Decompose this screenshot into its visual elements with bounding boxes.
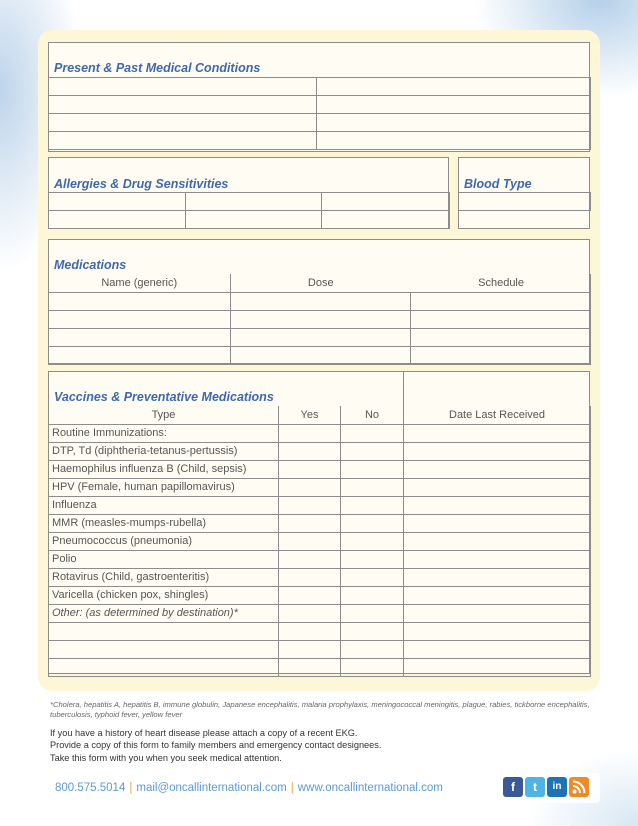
column-header-no: No <box>341 406 404 424</box>
medications-table <box>48 274 591 365</box>
vaccines-title: Vaccines & Preventative Medications <box>54 390 274 404</box>
conditions-cell[interactable] <box>317 96 591 114</box>
vaccine-date-cell[interactable] <box>404 460 591 478</box>
conditions-cell[interactable] <box>49 132 317 150</box>
vaccine-yes-cell[interactable] <box>279 532 341 550</box>
vaccine-no-cell[interactable] <box>341 424 404 442</box>
phone-number[interactable]: 800.575.5014 <box>55 782 126 794</box>
table-row <box>49 96 591 114</box>
vaccine-yes-cell[interactable] <box>279 550 341 568</box>
instruction-line: If you have a history of heart disease please attach a copy of a recent EKG. <box>50 728 358 738</box>
vaccine-date-cell[interactable] <box>404 442 591 460</box>
table-row <box>49 310 591 328</box>
vaccine-date-cell[interactable] <box>404 550 591 568</box>
allergies-cell[interactable] <box>49 193 186 211</box>
vaccine-yes-cell[interactable] <box>279 622 341 640</box>
medications-cell[interactable] <box>411 328 591 346</box>
table-row <box>49 604 591 622</box>
vaccine-no-cell[interactable] <box>341 622 404 640</box>
allergies-section <box>48 157 449 229</box>
vaccine-type: Pneumococcus (pneumonia) <box>49 532 279 550</box>
medications-section <box>48 239 590 364</box>
vaccine-type-other: Other: (as determined by destination)* <box>49 604 279 622</box>
facebook-icon[interactable]: f <box>503 777 523 797</box>
vaccine-type: Polio <box>49 550 279 568</box>
vaccine-blank-type-cell[interactable] <box>49 622 279 640</box>
table-row <box>49 442 591 460</box>
table-row <box>49 78 591 96</box>
vaccines-title-divider <box>403 372 404 406</box>
medications-cell[interactable] <box>411 346 591 364</box>
table-row <box>49 586 591 604</box>
column-header-type: Type <box>49 406 279 424</box>
conditions-cell[interactable] <box>317 78 591 96</box>
table-row <box>49 496 591 514</box>
column-header-name: Name (generic) <box>49 274 231 292</box>
vaccine-yes-cell[interactable] <box>279 640 341 658</box>
vaccine-no-cell[interactable] <box>341 604 404 622</box>
blood-type-table <box>458 192 591 211</box>
table-row <box>49 460 591 478</box>
blood-type-cell[interactable] <box>459 193 591 211</box>
table-row <box>49 211 450 229</box>
table-row <box>49 640 591 658</box>
medications-cell[interactable] <box>411 310 591 328</box>
vaccine-yes-cell[interactable] <box>279 604 341 622</box>
vaccine-date-cell[interactable] <box>404 514 591 532</box>
vaccine-yes-cell[interactable] <box>279 460 341 478</box>
table-row <box>49 328 591 346</box>
vaccine-yes-cell[interactable] <box>279 442 341 460</box>
conditions-cell[interactable] <box>317 114 591 132</box>
vaccine-date-cell[interactable] <box>404 478 591 496</box>
medications-cell[interactable] <box>49 310 231 328</box>
vaccine-yes-cell[interactable] <box>279 658 341 676</box>
vaccine-no-cell[interactable] <box>341 496 404 514</box>
conditions-cell[interactable] <box>49 114 317 132</box>
vaccine-type: Rotavirus (Child, gastroenteritis) <box>49 568 279 586</box>
vaccine-no-cell[interactable] <box>341 586 404 604</box>
table-row <box>49 514 591 532</box>
vaccine-no-cell[interactable] <box>341 568 404 586</box>
table-row <box>49 114 591 132</box>
vaccine-type: HPV (Female, human papillomavirus) <box>49 478 279 496</box>
vaccine-type: Influenza <box>49 496 279 514</box>
twitter-icon[interactable]: t <box>525 777 545 797</box>
medications-cell[interactable] <box>49 328 231 346</box>
table-row <box>49 424 591 442</box>
table-row <box>49 478 591 496</box>
vaccine-date-cell[interactable] <box>404 658 591 676</box>
vaccine-yes-cell[interactable] <box>279 514 341 532</box>
vaccine-date-cell[interactable] <box>404 424 591 442</box>
column-header-schedule: Schedule <box>411 274 591 292</box>
allergies-cell[interactable] <box>186 193 322 211</box>
instruction-line: Provide a copy of this form to family members and emergency contact designees. <box>50 740 382 751</box>
medications-cell[interactable] <box>231 292 411 310</box>
separator: | <box>290 782 294 794</box>
allergies-title: Allergies & Drug Sensitivities <box>54 177 229 191</box>
vaccine-no-cell[interactable] <box>341 550 404 568</box>
contact-bar <box>38 773 600 803</box>
website-link[interactable]: www.oncallinternational.com <box>297 782 443 794</box>
vaccine-no-cell[interactable] <box>341 478 404 496</box>
instruction-line: Take this form with you when you seek medical attention. <box>50 752 282 763</box>
allergies-cell[interactable] <box>322 211 450 229</box>
allergies-table <box>48 192 450 229</box>
linkedin-icon[interactable]: in <box>547 777 567 797</box>
table-row <box>49 550 591 568</box>
table-row <box>49 132 591 150</box>
vaccine-yes-cell[interactable] <box>279 568 341 586</box>
vaccine-no-cell[interactable] <box>341 442 404 460</box>
allergies-cell[interactable] <box>322 193 450 211</box>
vaccine-date-cell[interactable] <box>404 586 591 604</box>
table-row <box>49 622 591 640</box>
vaccine-date-cell[interactable] <box>404 604 591 622</box>
table-row <box>49 346 591 364</box>
contact-info <box>55 782 443 794</box>
vaccine-date-cell[interactable] <box>404 568 591 586</box>
vaccine-no-cell[interactable] <box>341 514 404 532</box>
vaccine-blank-type-cell[interactable] <box>49 658 279 676</box>
separator: | <box>129 782 133 794</box>
medications-cell[interactable] <box>411 292 591 310</box>
vaccine-no-cell[interactable] <box>341 640 404 658</box>
vaccine-type: Varicella (chicken pox, shingles) <box>49 586 279 604</box>
vaccine-type: Routine Immunizations: <box>49 424 279 442</box>
vaccine-date-cell[interactable] <box>404 640 591 658</box>
vaccines-table <box>48 406 591 677</box>
conditions-cell[interactable] <box>49 78 317 96</box>
table-row <box>49 193 450 211</box>
vaccine-date-cell[interactable] <box>404 496 591 514</box>
email-link[interactable]: mail@oncallinternational.com <box>136 782 287 794</box>
allergies-cell[interactable] <box>186 211 322 229</box>
column-header-yes: Yes <box>279 406 341 424</box>
vaccine-yes-cell[interactable] <box>279 478 341 496</box>
rss-icon[interactable] <box>569 777 589 797</box>
table-row <box>49 532 591 550</box>
vaccine-type: DTP, Td (diphtheria-tetanus-pertussis) <box>49 442 279 460</box>
medications-cell[interactable] <box>231 328 411 346</box>
conditions-table <box>48 77 591 150</box>
conditions-cell[interactable] <box>49 96 317 114</box>
table-row <box>49 568 591 586</box>
column-header-dose: Dose <box>231 274 411 292</box>
medications-cell[interactable] <box>49 292 231 310</box>
table-row <box>49 658 591 676</box>
vaccine-yes-cell[interactable] <box>279 496 341 514</box>
blood-type-section <box>458 157 590 229</box>
medications-cell[interactable] <box>49 346 231 364</box>
footnote: *Cholera, hepatitis A, hepatitis B, immune globulin, Japanese encephalitis, malaria prophylaxis, meningococcal meningitis, plague, rabies, tickborne encephalitis, tuberculosis, typhoid fever, yellow fever <box>50 700 590 719</box>
vaccine-date-cell[interactable] <box>404 622 591 640</box>
table-row <box>459 193 591 211</box>
table-row <box>49 292 591 310</box>
vaccine-yes-cell[interactable] <box>279 424 341 442</box>
medications-title: Medications <box>54 258 127 272</box>
vaccines-section <box>48 371 590 674</box>
conditions-section <box>48 42 590 152</box>
blood-type-title: Blood Type <box>464 177 532 191</box>
allergies-cell[interactable] <box>49 211 186 229</box>
vaccine-blank-type-cell[interactable] <box>49 640 279 658</box>
vaccine-date-cell[interactable] <box>404 532 591 550</box>
vaccine-no-cell[interactable] <box>341 658 404 676</box>
instructions <box>50 727 595 764</box>
table-header-row <box>49 406 591 424</box>
table-header-row <box>49 274 591 292</box>
conditions-title: Present & Past Medical Conditions <box>54 61 261 75</box>
vaccine-yes-cell[interactable] <box>279 586 341 604</box>
column-header-date-last-received: Date Last Received <box>404 406 591 424</box>
vaccine-no-cell[interactable] <box>341 460 404 478</box>
conditions-cell[interactable] <box>317 132 591 150</box>
vaccine-type: MMR (measles-mumps-rubella) <box>49 514 279 532</box>
vaccine-no-cell[interactable] <box>341 532 404 550</box>
medications-cell[interactable] <box>231 310 411 328</box>
medications-cell[interactable] <box>231 346 411 364</box>
vaccine-type: Haemophilus influenza B (Child, sepsis) <box>49 460 279 478</box>
